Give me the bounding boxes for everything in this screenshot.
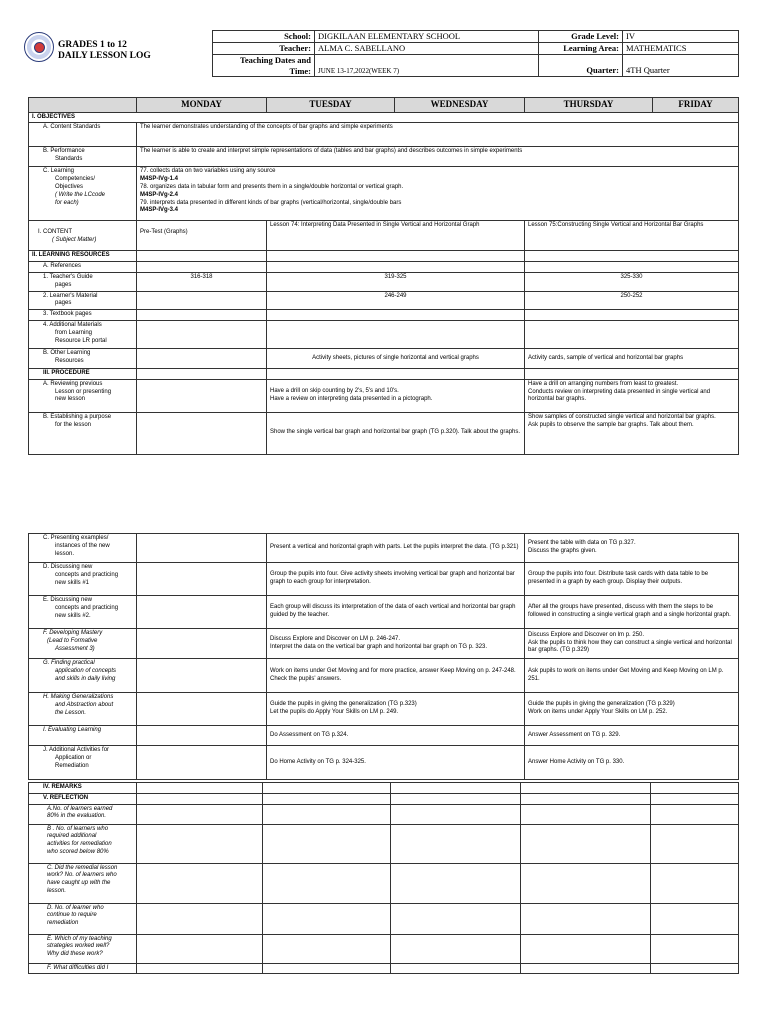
- other-resources-thu-fri: Activity cards, sample of vertical and horizontal bar graphs: [525, 349, 739, 369]
- reflection-heading: V. REFLECTION: [29, 793, 137, 804]
- tg-pages-monday: 316-318: [137, 273, 267, 292]
- proc-d-label: D. Discussing new concepts and practicing new skills #1: [29, 563, 137, 596]
- proc-f-tue-wed: Discuss Explore and Discover on LM p. 246-247. Interpret the data on the vertical bar graph and horizontal bar graph on TG p. 323.: [267, 629, 525, 659]
- content-monday: Pre-Test (Graphs): [137, 221, 267, 251]
- day-thursday: THURSDAY: [525, 98, 653, 113]
- proc-j-thu-fri: Answer Home Activity on TG p. 330.: [525, 746, 739, 780]
- proc-b-thu-fri: Show samples of constructed single vertical and horizontal bar graphs. Ask pupils to observe the sample bar graphs. Talk about them.: [525, 412, 739, 454]
- proc-b-label: B. Establishing a purpose for the lesson: [29, 412, 137, 454]
- learning-area-value: MATHEMATICS: [623, 43, 739, 55]
- learning-resources-heading: II. LEARNING RESOURCES: [29, 251, 137, 262]
- dll-title: [58, 40, 151, 62]
- proc-b-tue-wed: Show the single vertical bar graph and horizontal bar graph (TG p.320). Talk about the graphs.: [267, 412, 525, 454]
- content-standards-text: The learner demonstrates understanding of the concepts of bar graphs and simple experiments: [137, 123, 739, 147]
- competencies-label: C. Learning Competencies/ Objectives ( Write the LCcode for each): [29, 167, 137, 221]
- proc-g-tue-wed: Work on items under Get Moving and for more practice, answer Keep Moving on p. 247-248. Check the pupils' answers.: [267, 659, 525, 693]
- proc-e-thu-fri: After all the groups have presented, discuss with them the steps to be followed in constructing a single vertical graph and a single horizontal graph.: [525, 596, 739, 629]
- proc-a-thu-fri: Have a drill on arranging numbers from least to greatest. Conducts review on interpreting data presented in single vertical and horizontal bar graphs.: [525, 379, 739, 412]
- reflection-d-label: D. No. of learner who continue to require remediation: [29, 903, 137, 934]
- day-monday: MONDAY: [137, 98, 267, 113]
- proc-f-label: F. Developing Mastery (Lead to Formative Assessment 3): [29, 629, 137, 659]
- dll-table-page-2: [28, 533, 739, 780]
- teacher-label: Teacher:: [213, 43, 315, 55]
- additional-materials-label: 4. Additional Materials from Learning Resource LR portal: [29, 321, 137, 349]
- quarter-label: Quarter:: [539, 55, 623, 77]
- proc-d-thu-fri: Group the pupils into four. Distribute task cards with data table to be presented in a graph by each group. Display their outputs.: [525, 563, 739, 596]
- textbook-pages-label: 3. Textbook pages: [29, 310, 137, 321]
- teacher-value: ALMA C. SABELLANO: [315, 43, 539, 55]
- lm-pages-thu-fri: 250-252: [525, 291, 739, 310]
- proc-j-tue-wed: Do Home Activity on TG p. 324-325.: [267, 746, 525, 780]
- proc-c-tue-wed: Present a vertical and horizontal graph with parts. Let the pupils interpret the data. (TG p.321): [267, 534, 525, 563]
- tg-pages-tue-wed: 319-325: [267, 273, 525, 292]
- reflection-a-label: A.No. of learners earned 80% in the evaluation.: [29, 804, 137, 824]
- proc-h-label: H. Making Generalizations and Abstraction about the Lesson.: [29, 693, 137, 726]
- teaching-dates-value: JUNE 13-17,2022(WEEK 7): [315, 55, 539, 77]
- proc-f-thu-fri: Discuss Explore and Discover on lm p. 250. Ask the pupils to think how they can construct a single vertical and horizontal bar graphs. (TG p.329): [525, 629, 739, 659]
- header-info-table: [212, 30, 739, 77]
- proc-e-label: E. Discussing new concepts and practicing new skills #2.: [29, 596, 137, 629]
- proc-h-tue-wed: Guide the pupils in giving the generalization (TG p.323) Let the pupils do Apply Your Skills on LM p. 249.: [267, 693, 525, 726]
- proc-j-label: J. Additional Activities for Application or Remediation: [29, 746, 137, 780]
- references-label: A. References: [29, 262, 137, 273]
- proc-i-tue-wed: Do Assessment on TG p.324.: [267, 726, 525, 746]
- content-tue-wed: Lesson 74: Interpreting Data Presented in Single Vertical and Horizontal Graph: [267, 221, 525, 251]
- other-resources-label: B. Other Learning Resources: [29, 349, 137, 369]
- lm-pages-tue-wed: 246-249: [267, 291, 525, 310]
- day-wednesday: WEDNESDAY: [395, 98, 525, 113]
- school-label: School:: [213, 31, 315, 43]
- proc-d-tue-wed: Group the pupils into four. Give activity sheets involving vertical bar graph and horizontal bar graph to each group for interpretation.: [267, 563, 525, 596]
- day-tuesday: TUESDAY: [267, 98, 395, 113]
- reflection-e-label: E. Which of my teaching strategies worked well? Why did these work?: [29, 934, 137, 963]
- proc-i-thu-fri: Answer Assessment on TG p. 329.: [525, 726, 739, 746]
- proc-g-label: G. Finding practical application of concepts and skills in daily living: [29, 659, 137, 693]
- proc-a-label: A. Reviewing previous Lesson or presenting new lesson: [29, 379, 137, 412]
- teaching-dates-label: Teaching Dates and Time:: [213, 55, 315, 77]
- proc-a-tue-wed: Have a drill on skip counting by 2's, 5's and 10's. Have a review on interpreting data presented in a pictograph.: [267, 379, 525, 412]
- reflection-table: [28, 782, 739, 974]
- reflection-f-label: F. What difficulties did I: [29, 963, 137, 974]
- days-header-row: [29, 98, 739, 113]
- deped-seal-logo: [24, 32, 54, 62]
- competencies-text: 77. collects data on two variables using any source M4SP-IVg-1.4 78. organizes data in tabular form and presents them in a single/double horizontal or vertical graph. M4SP-IVg-2.4 79. interprets data presented in different kinds of bar graphs (vertical/horizontal, single/double bars M4SP-IVg-3.4: [137, 167, 739, 221]
- performance-standards-label: B. Performance Standards: [29, 147, 137, 167]
- content-standards-label: A. Content Standards: [29, 123, 137, 147]
- proc-e-tue-wed: Each group will discuss its interpretation of the data of each vertical and horizontal bar graph guided by the teacher.: [267, 596, 525, 629]
- performance-standards-text: The learner is able to create and interpret simple representations of data (tables and bar graphs) and describes outcomes in simple experiments: [137, 147, 739, 167]
- title-line-1: GRADES 1 to 12: [58, 40, 127, 50]
- other-resources-tue-wed: Activity sheets, pictures of single horizontal and vertical graphs: [267, 349, 525, 369]
- remarks-heading: IV. REMARKS: [29, 783, 137, 794]
- learners-material-label: 2. Learner's Material pages: [29, 291, 137, 310]
- proc-g-thu-fri: Ask pupils to work on items under Get Moving and Keep Moving on LM p. 251.: [525, 659, 739, 693]
- reflection-b-label: B . No. of learners who required additional activities for remediation who scored below 80%: [29, 824, 137, 863]
- quarter-value: 4TH Quarter: [623, 55, 739, 77]
- dll-table-page-1: [28, 97, 739, 455]
- procedure-heading: III. PROCEDURE: [29, 369, 137, 380]
- content-label: I. CONTENT ( Subject Matter): [29, 221, 137, 251]
- day-friday: FRIDAY: [653, 98, 739, 113]
- objectives-heading: I. OBJECTIVES: [29, 112, 739, 123]
- reflection-c-label: C. Did the remedial lesson work? No. of learners who have caught up with the lesson.: [29, 863, 137, 903]
- proc-h-thu-fri: Guide the pupils in giving the generalization (TG p.329) Work on items under Apply Your Skills on LM p. 252.: [525, 693, 739, 726]
- grade-level-label: Grade Level:: [539, 31, 623, 43]
- learning-area-label: Learning Area:: [539, 43, 623, 55]
- proc-c-thu-fri: Present the table with data on TG p.327. Discuss the graphs given.: [525, 534, 739, 563]
- proc-i-label: I. Evaluating Learning: [29, 726, 137, 746]
- grade-level-value: IV: [623, 31, 739, 43]
- title-line-2: DAILY LESSON LOG: [58, 50, 151, 61]
- proc-c-label: C. Presenting examples/ instances of the new lesson.: [29, 534, 137, 563]
- tg-pages-thu-fri: 325-330: [525, 273, 739, 292]
- content-thu-fri: Lesson 75:Constructing Single Vertical and Horizontal Bar Graphs: [525, 221, 739, 251]
- school-value: DIGKILAAN ELEMENTARY SCHOOL: [315, 31, 539, 43]
- teachers-guide-label: 1. Teacher's Guide pages: [29, 273, 137, 292]
